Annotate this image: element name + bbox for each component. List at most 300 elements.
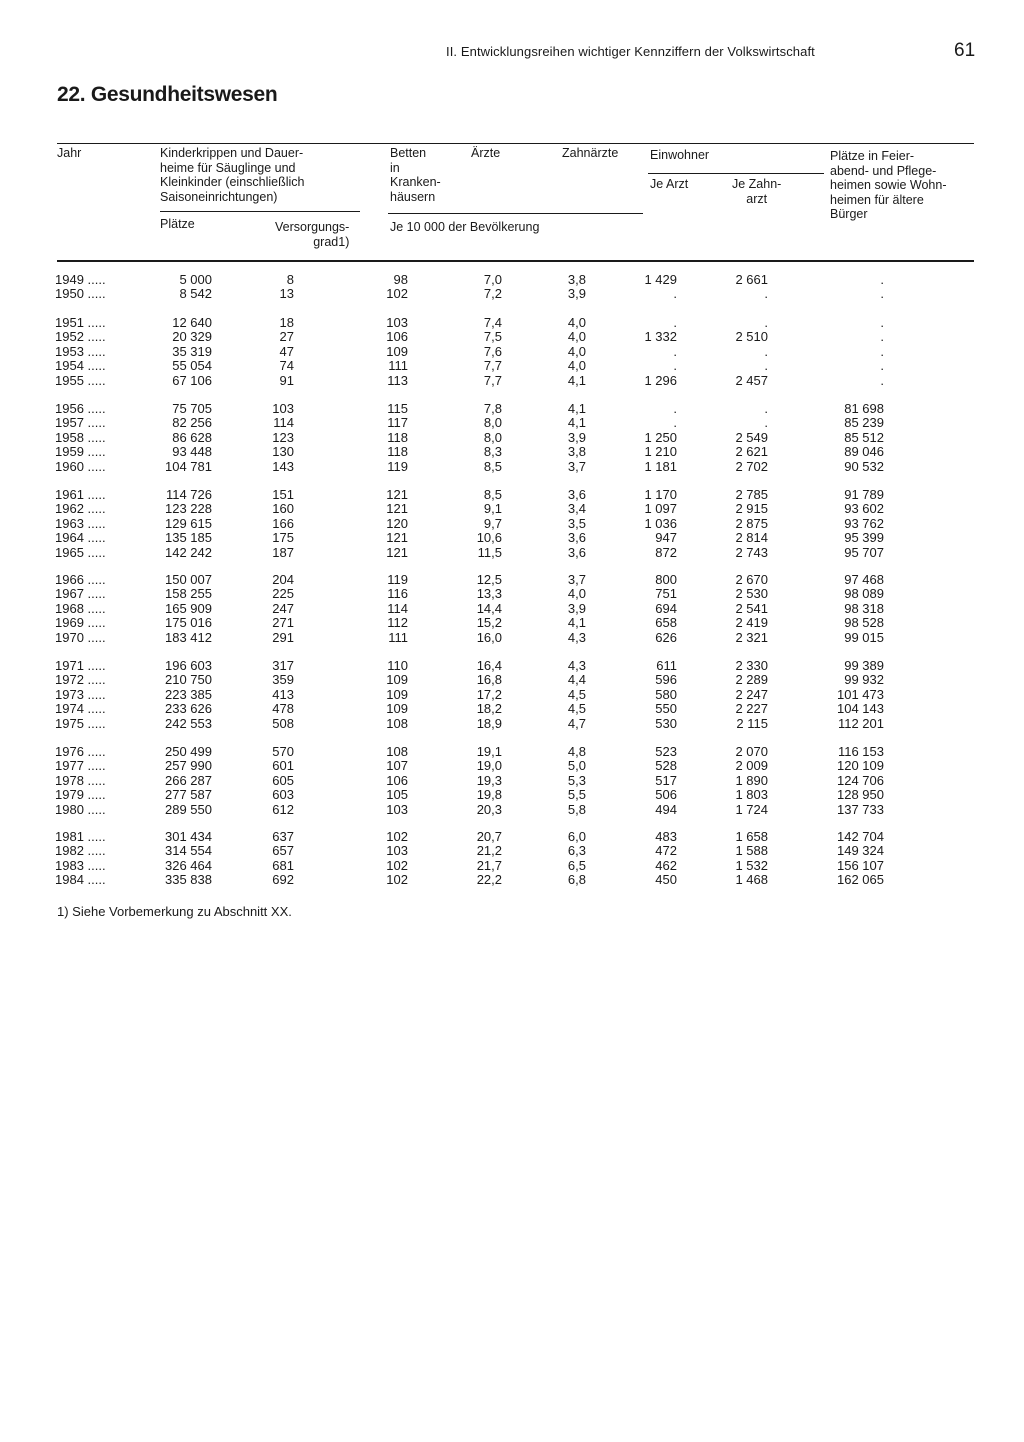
cell-plaetze: 175 016 — [165, 615, 212, 631]
cell-feierabend: . — [880, 372, 884, 388]
cell-je-zahnarzt: . — [764, 286, 768, 302]
cell-aerzte: 8,3 — [483, 444, 502, 460]
cell-plaetze: 55 054 — [172, 358, 212, 374]
cell-je-arzt: . — [673, 343, 677, 359]
cell-je-arzt: 523 — [655, 744, 677, 759]
cell-feierabend: 81 698 — [844, 401, 884, 416]
running-header: II. Entwicklungsreihen wichtiger Kennziffern der Volkswirtschaft — [446, 44, 815, 59]
cell-betten: 118 — [387, 444, 408, 460]
cell-year: 1970 ..... — [55, 629, 106, 645]
cell-je-zahnarzt: . — [764, 315, 768, 330]
cell-feierabend: 99 389 — [844, 658, 884, 673]
cell-betten: 119 — [387, 458, 408, 474]
cell-year: 1950 ..... — [55, 286, 106, 302]
cell-feierabend: 90 532 — [844, 458, 884, 474]
cell-versorgungsgrad: 225 — [272, 586, 294, 602]
cell-betten: 112 — [387, 615, 408, 631]
cell-betten: 105 — [386, 787, 408, 803]
cell-je-arzt: 506 — [655, 787, 677, 803]
cell-betten: 115 — [387, 401, 408, 416]
cell-betten: 103 — [386, 801, 408, 817]
cell-plaetze: 93 448 — [172, 444, 212, 460]
cell-je-arzt: . — [673, 315, 677, 330]
header-plaetze-feierabend: Plätze in Feier- abend- und Pflege- heimen sowie Wohn- heimen für ältere Bürger — [830, 149, 947, 221]
cell-betten: 118 — [387, 429, 408, 445]
cell-plaetze: 301 434 — [165, 829, 212, 844]
cell-je-zahnarzt: 2 530 — [735, 586, 768, 602]
header-betten: Betten in Kranken- häusern — [390, 146, 441, 204]
cell-versorgungsgrad: 508 — [272, 715, 294, 731]
cell-betten: 109 — [386, 343, 408, 359]
header-kinderkrippen: Kinderkrippen und Dauer- heime für Säuglinge und Kleinkinder (einschließlich Saisoneinrichtungen) — [160, 146, 305, 204]
cell-je-arzt: . — [673, 286, 677, 302]
cell-aerzte: 8,0 — [483, 415, 502, 431]
cell-plaetze: 158 255 — [165, 586, 212, 602]
cell-versorgungsgrad: 247 — [272, 600, 294, 616]
cell-feierabend: 149 324 — [837, 843, 884, 859]
cell-je-zahnarzt: 1 658 — [735, 829, 768, 844]
cell-aerzte: 9,7 — [483, 515, 502, 531]
cell-aerzte: 14,4 — [476, 600, 502, 616]
cell-je-arzt: 1 181 — [644, 458, 677, 474]
cell-versorgungsgrad: 103 — [272, 401, 294, 416]
cell-aerzte: 18,9 — [476, 715, 502, 731]
cell-zahnaerzte: 5,8 — [567, 801, 586, 817]
cell-zahnaerzte: 6,8 — [567, 872, 586, 888]
cell-zahnaerzte: 3,8 — [567, 444, 586, 460]
cell-je-arzt: 1 036 — [644, 515, 677, 531]
cell-zahnaerzte: 3,9 — [567, 600, 586, 616]
cell-aerzte: 20,3 — [476, 801, 502, 817]
cell-betten: 121 — [386, 501, 408, 517]
cell-betten: 103 — [386, 843, 408, 859]
cell-versorgungsgrad: 601 — [272, 758, 294, 774]
header-je-10000: Je 10 000 der Bevölkerung — [390, 220, 540, 234]
cell-plaetze: 257 990 — [165, 758, 212, 774]
cell-aerzte: 11,5 — [477, 544, 502, 560]
cell-je-zahnarzt: 1 803 — [735, 787, 768, 803]
cell-aerzte: 7,6 — [483, 343, 502, 359]
cell-aerzte: 13,3 — [476, 586, 502, 602]
cell-zahnaerzte: 4,3 — [567, 629, 586, 645]
cell-feierabend: . — [880, 272, 884, 287]
cell-versorgungsgrad: 359 — [272, 672, 294, 688]
cell-plaetze: 223 385 — [165, 686, 212, 702]
cell-plaetze: 335 838 — [165, 872, 212, 888]
cell-betten: 106 — [386, 329, 408, 345]
cell-year: 1951 ..... — [55, 315, 106, 330]
cell-year: 1958 ..... — [55, 429, 106, 445]
cell-je-zahnarzt: . — [764, 401, 768, 416]
cell-zahnaerzte: 4,0 — [567, 315, 586, 330]
cell-aerzte: 8,5 — [483, 487, 502, 502]
cell-plaetze: 104 781 — [165, 458, 212, 474]
cell-zahnaerzte: 3,7 — [567, 572, 586, 587]
cell-betten: 111 — [388, 358, 408, 374]
cell-je-arzt: 1 250 — [644, 429, 677, 445]
cell-betten: 109 — [386, 701, 408, 717]
cell-zahnaerzte: 6,3 — [567, 843, 586, 859]
cell-year: 1976 ..... — [55, 744, 106, 759]
cell-plaetze: 242 553 — [165, 715, 212, 731]
cell-je-zahnarzt: 2 875 — [735, 515, 768, 531]
cell-versorgungsgrad: 603 — [272, 787, 294, 803]
cell-je-zahnarzt: 2 621 — [735, 444, 768, 460]
cell-versorgungsgrad: 8 — [286, 272, 294, 287]
cell-aerzte: 7,5 — [483, 329, 502, 345]
cell-betten: 114 — [387, 600, 408, 616]
cell-plaetze: 266 287 — [165, 772, 212, 788]
cell-zahnaerzte: 3,6 — [567, 487, 586, 502]
cell-betten: 113 — [387, 372, 408, 388]
cell-je-arzt: 872 — [655, 544, 677, 560]
cell-je-arzt: 1 429 — [644, 272, 677, 287]
cell-je-zahnarzt: 2 541 — [735, 600, 768, 616]
cell-plaetze: 183 412 — [165, 629, 212, 645]
cell-zahnaerzte: 4,7 — [567, 715, 586, 731]
cell-zahnaerzte: 3,6 — [567, 544, 586, 560]
cell-plaetze: 35 319 — [172, 343, 212, 359]
cell-betten: 102 — [386, 857, 408, 873]
cell-betten: 117 — [387, 415, 408, 431]
cell-versorgungsgrad: 13 — [279, 286, 294, 302]
cell-zahnaerzte: 3,9 — [567, 286, 586, 302]
cell-aerzte: 7,0 — [483, 272, 502, 287]
cell-je-zahnarzt: . — [764, 343, 768, 359]
table-top-rule — [57, 143, 974, 144]
cell-year: 1980 ..... — [55, 801, 106, 817]
cell-year: 1964 ..... — [55, 530, 106, 546]
cell-feierabend: 104 143 — [837, 701, 884, 717]
cell-year: 1961 ..... — [55, 487, 106, 502]
cell-je-zahnarzt: . — [764, 358, 768, 374]
cell-plaetze: 20 329 — [172, 329, 212, 345]
cell-aerzte: 21,2 — [476, 843, 502, 859]
cell-versorgungsgrad: 692 — [272, 872, 294, 888]
cell-je-zahnarzt: 2 702 — [735, 458, 768, 474]
cell-aerzte: 17,2 — [476, 686, 502, 702]
cell-feierabend: 93 762 — [844, 515, 884, 531]
cell-feierabend: 85 512 — [844, 429, 884, 445]
header-plaetze: Plätze — [160, 217, 195, 231]
cell-year: 1967 ..... — [55, 586, 106, 602]
cell-betten: 98 — [393, 272, 408, 287]
cell-year: 1960 ..... — [55, 458, 106, 474]
cell-year: 1977 ..... — [55, 758, 106, 774]
cell-betten: 102 — [386, 872, 408, 888]
cell-aerzte: 19,1 — [476, 744, 502, 759]
cell-je-arzt: 596 — [655, 672, 677, 688]
cell-zahnaerzte: 3,4 — [567, 501, 586, 517]
cell-year: 1965 ..... — [55, 544, 106, 560]
cell-versorgungsgrad: 657 — [272, 843, 294, 859]
cell-je-zahnarzt: 1 588 — [735, 843, 768, 859]
cell-year: 1956 ..... — [55, 401, 106, 416]
cell-versorgungsgrad: 151 — [272, 487, 294, 502]
cell-plaetze: 289 550 — [165, 801, 212, 817]
cell-zahnaerzte: 4,1 — [567, 615, 586, 631]
section-title: 22. Gesundheitswesen — [57, 83, 278, 106]
cell-year: 1955 ..... — [55, 372, 106, 388]
cell-feierabend: 97 468 — [844, 572, 884, 587]
cell-year: 1963 ..... — [55, 515, 106, 531]
cell-feierabend: 162 065 — [837, 872, 884, 888]
cell-versorgungsgrad: 570 — [272, 744, 294, 759]
header-zahnaerzte: Zahnärzte — [562, 146, 619, 160]
cell-je-arzt: 1 332 — [644, 329, 677, 345]
cell-je-arzt: 472 — [655, 843, 677, 859]
kinderkrippen-rule — [160, 211, 360, 212]
cell-versorgungsgrad: 166 — [272, 515, 294, 531]
cell-je-zahnarzt: 2 115 — [736, 715, 768, 731]
cell-plaetze: 326 464 — [165, 857, 212, 873]
cell-je-zahnarzt: 2 247 — [735, 686, 768, 702]
cell-versorgungsgrad: 74 — [279, 358, 294, 374]
cell-versorgungsgrad: 605 — [272, 772, 294, 788]
cell-je-zahnarzt: 1 890 — [735, 772, 768, 788]
cell-betten: 108 — [386, 715, 408, 731]
cell-je-zahnarzt: 2 661 — [735, 272, 768, 287]
cell-je-zahnarzt: 2 321 — [735, 629, 768, 645]
cell-je-zahnarzt: 2 289 — [735, 672, 768, 688]
cell-je-arzt: 626 — [655, 629, 677, 645]
cell-versorgungsgrad: 204 — [272, 572, 294, 587]
cell-betten: 116 — [387, 586, 408, 602]
cell-zahnaerzte: 5,3 — [567, 772, 586, 788]
header-versorgungsgrad: Versorgungs- grad1) — [275, 220, 350, 249]
einwohner-rule — [648, 173, 824, 174]
cell-je-zahnarzt: 1 724 — [735, 801, 768, 817]
cell-je-zahnarzt: . — [764, 415, 768, 431]
cell-betten: 120 — [386, 515, 408, 531]
cell-zahnaerzte: 4,5 — [567, 686, 586, 702]
cell-aerzte: 10,6 — [476, 530, 502, 546]
table-header-bottom-rule — [57, 260, 974, 262]
cell-je-arzt: 580 — [655, 686, 677, 702]
cell-je-arzt: 751 — [655, 586, 677, 602]
cell-plaetze: 123 228 — [165, 501, 212, 517]
cell-betten: 109 — [386, 686, 408, 702]
cell-versorgungsgrad: 187 — [272, 544, 294, 560]
cell-je-zahnarzt: 2 457 — [735, 372, 768, 388]
cell-betten: 111 — [388, 629, 408, 645]
header-jahr: Jahr — [57, 146, 82, 160]
cell-aerzte: 8,0 — [483, 429, 502, 445]
cell-plaetze: 12 640 — [172, 315, 212, 330]
cell-feierabend: 99 015 — [844, 629, 884, 645]
cell-zahnaerzte: 5,0 — [567, 758, 586, 774]
cell-feierabend: 95 707 — [844, 544, 884, 560]
cell-zahnaerzte: 4,0 — [567, 586, 586, 602]
cell-je-arzt: . — [673, 415, 677, 431]
cell-aerzte: 15,2 — [476, 615, 502, 631]
cell-aerzte: 7,7 — [483, 372, 502, 388]
cell-aerzte: 7,8 — [483, 401, 502, 416]
cell-feierabend: 98 089 — [844, 586, 884, 602]
cell-aerzte: 19,3 — [476, 772, 502, 788]
cell-je-zahnarzt: 2 785 — [735, 487, 768, 502]
cell-zahnaerzte: 3,7 — [567, 458, 586, 474]
cell-year: 1974 ..... — [55, 701, 106, 717]
cell-aerzte: 18,2 — [476, 701, 502, 717]
cell-je-arzt: 483 — [655, 829, 677, 844]
cell-je-arzt: 1 170 — [644, 487, 677, 502]
cell-feierabend: 89 046 — [844, 444, 884, 460]
cell-je-zahnarzt: 2 009 — [735, 758, 768, 774]
cell-zahnaerzte: 4,1 — [567, 415, 586, 431]
cell-feierabend: 124 706 — [837, 772, 884, 788]
cell-versorgungsgrad: 175 — [272, 530, 294, 546]
cell-betten: 121 — [386, 530, 408, 546]
cell-zahnaerzte: 4,0 — [567, 343, 586, 359]
cell-zahnaerzte: 4,1 — [567, 401, 586, 416]
cell-aerzte: 8,5 — [483, 458, 502, 474]
cell-betten: 109 — [386, 672, 408, 688]
cell-feierabend: 98 318 — [844, 600, 884, 616]
cell-versorgungsgrad: 637 — [272, 829, 294, 844]
cell-versorgungsgrad: 130 — [272, 444, 294, 460]
header-je-arzt: Je Arzt — [650, 177, 689, 191]
cell-feierabend: . — [880, 329, 884, 345]
cell-je-zahnarzt: 2 227 — [735, 701, 768, 717]
footnote: 1) Siehe Vorbemerkung zu Abschnitt XX. — [57, 904, 292, 919]
cell-feierabend: 85 239 — [844, 415, 884, 431]
cell-betten: 102 — [386, 286, 408, 302]
cell-je-arzt: 611 — [656, 658, 677, 673]
cell-year: 1957 ..... — [55, 415, 106, 431]
cell-feierabend: 156 107 — [837, 857, 884, 873]
cell-plaetze: 277 587 — [165, 787, 212, 803]
cell-aerzte: 22,2 — [476, 872, 502, 888]
cell-feierabend: . — [880, 315, 884, 330]
cell-year: 1982 ..... — [55, 843, 106, 859]
cell-plaetze: 86 628 — [172, 429, 212, 445]
cell-year: 1979 ..... — [55, 787, 106, 803]
cell-plaetze: 8 542 — [179, 286, 212, 302]
cell-feierabend: 91 789 — [844, 487, 884, 502]
cell-versorgungsgrad: 18 — [279, 315, 294, 330]
cell-year: 1949 ..... — [55, 272, 106, 287]
cell-versorgungsgrad: 612 — [272, 801, 294, 817]
cell-je-zahnarzt: 2 070 — [735, 744, 768, 759]
cell-feierabend: 116 153 — [837, 744, 884, 759]
page-number: 61 — [954, 40, 976, 61]
cell-aerzte: 7,7 — [483, 358, 502, 374]
cell-plaetze: 82 256 — [172, 415, 212, 431]
cell-aerzte: 20,7 — [476, 829, 502, 844]
cell-feierabend: 101 473 — [837, 686, 884, 702]
cell-zahnaerzte: 4,4 — [567, 672, 586, 688]
cell-zahnaerzte: 6,5 — [567, 857, 586, 873]
cell-year: 1984 ..... — [55, 872, 106, 888]
cell-versorgungsgrad: 413 — [272, 686, 294, 702]
cell-je-arzt: . — [673, 358, 677, 374]
cell-zahnaerzte: 4,3 — [567, 658, 586, 673]
cell-je-arzt: 800 — [655, 572, 677, 587]
cell-je-zahnarzt: 2 743 — [735, 544, 768, 560]
cell-je-zahnarzt: 2 419 — [735, 615, 768, 631]
cell-year: 1966 ..... — [55, 572, 106, 587]
cell-zahnaerzte: 3,8 — [567, 272, 586, 287]
cell-je-zahnarzt: 2 330 — [735, 658, 768, 673]
cell-versorgungsgrad: 114 — [273, 415, 294, 431]
cell-feierabend: 112 201 — [837, 715, 884, 731]
cell-plaetze: 196 603 — [165, 658, 212, 673]
cell-plaetze: 114 726 — [165, 487, 212, 502]
header-einwohner: Einwohner — [650, 148, 710, 162]
cell-betten: 106 — [386, 772, 408, 788]
cell-versorgungsgrad: 47 — [279, 343, 294, 359]
cell-je-arzt: 550 — [655, 701, 677, 717]
cell-plaetze: 75 705 — [172, 401, 212, 416]
cell-versorgungsgrad: 27 — [279, 329, 294, 345]
cell-versorgungsgrad: 291 — [272, 629, 294, 645]
cell-zahnaerzte: 4,0 — [567, 358, 586, 374]
cell-aerzte: 16,4 — [476, 658, 502, 673]
cell-betten: 108 — [386, 744, 408, 759]
cell-betten: 103 — [386, 315, 408, 330]
je-10000-rule — [388, 213, 643, 214]
cell-zahnaerzte: 3,5 — [567, 515, 586, 531]
cell-plaetze: 135 185 — [165, 530, 212, 546]
header-aerzte: Ärzte — [471, 146, 501, 160]
cell-zahnaerzte: 4,5 — [567, 701, 586, 717]
cell-aerzte: 16,0 — [476, 629, 502, 645]
cell-feierabend: . — [880, 343, 884, 359]
cell-plaetze: 165 909 — [165, 600, 212, 616]
cell-versorgungsgrad: 271 — [272, 615, 294, 631]
cell-aerzte: 19,8 — [476, 787, 502, 803]
cell-versorgungsgrad: 123 — [272, 429, 294, 445]
cell-year: 1952 ..... — [55, 329, 106, 345]
cell-year: 1978 ..... — [55, 772, 106, 788]
cell-zahnaerzte: 5,5 — [567, 787, 586, 803]
cell-je-arzt: 1 296 — [644, 372, 677, 388]
cell-betten: 119 — [387, 572, 408, 587]
cell-year: 1972 ..... — [55, 672, 106, 688]
cell-aerzte: 9,1 — [483, 501, 502, 517]
cell-aerzte: 16,8 — [476, 672, 502, 688]
cell-year: 1975 ..... — [55, 715, 106, 731]
cell-je-zahnarzt: 1 532 — [735, 857, 768, 873]
cell-versorgungsgrad: 91 — [279, 372, 294, 388]
cell-betten: 107 — [386, 758, 408, 774]
cell-betten: 110 — [387, 658, 408, 673]
cell-year: 1973 ..... — [55, 686, 106, 702]
cell-je-arzt: 517 — [655, 772, 677, 788]
cell-aerzte: 7,2 — [483, 286, 502, 302]
cell-plaetze: 142 242 — [165, 544, 212, 560]
cell-year: 1959 ..... — [55, 444, 106, 460]
cell-je-zahnarzt: 2 814 — [735, 530, 768, 546]
cell-plaetze: 210 750 — [165, 672, 212, 688]
cell-plaetze: 314 554 — [165, 843, 212, 859]
cell-versorgungsgrad: 681 — [272, 857, 294, 873]
cell-plaetze: 233 626 — [165, 701, 212, 717]
cell-feierabend: 98 528 — [844, 615, 884, 631]
cell-betten: 121 — [386, 544, 408, 560]
cell-zahnaerzte: 4,8 — [567, 744, 586, 759]
cell-je-zahnarzt: 2 670 — [735, 572, 768, 587]
cell-feierabend: 93 602 — [844, 501, 884, 517]
cell-feierabend: 99 932 — [844, 672, 884, 688]
cell-je-arzt: 450 — [655, 872, 677, 888]
cell-year: 1954 ..... — [55, 358, 106, 374]
cell-feierabend: 95 399 — [844, 530, 884, 546]
cell-zahnaerzte: 4,1 — [567, 372, 586, 388]
cell-versorgungsgrad: 317 — [272, 658, 294, 673]
cell-je-zahnarzt: 2 915 — [735, 501, 768, 517]
